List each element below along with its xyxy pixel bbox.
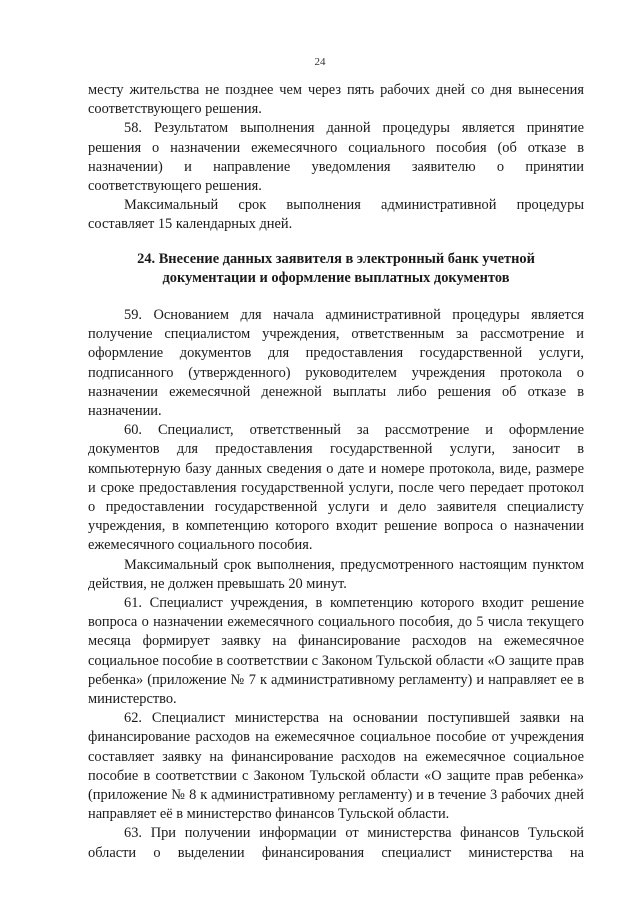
- paragraph-max-term-20-minutes: Максимальный срок выполнения, предусмотренного настоящим пунктом действия, не должен превышать 20 минут.: [88, 556, 584, 592]
- paragraph-continuation: месту жительства не позднее чем через пять рабочих дней со дня вынесения соответствующего решения.: [88, 82, 584, 118]
- paragraph-59: 59. Основанием для начала административной процедуры является получение специалистом учреждения, ответственным за рассмотрение и оформление документов для предоставления государственной услуги, подписанного (утвержденного) руководителем учреждения протокола о назначении ежемесячной денежной выплаты либо решения об отказе в назначении.: [88, 307, 584, 420]
- page-number: 24: [314, 56, 326, 68]
- section-heading-line-2: документации и оформление выплатных документов: [162, 270, 510, 287]
- paragraph-63: 63. При получении информации от министерства финансов Тульской области о выделении финансирования специалист министерства на: [88, 825, 584, 861]
- main-text-block: [88, 306, 584, 863]
- paragraph-max-term-15-days: Максимальный срок выполнения административной процедуры составляет 15 календарных дней.: [88, 197, 584, 233]
- paragraph-62: 62. Специалист министерства на основании поступившей заявки на финансирование расходов на ежемесячное социальное пособие от учреждения составляет заявку на финансирование расходов на ежемесячное социальное пособие в соответствии с Законом Тульской области «О защите прав ребенка» (приложение № 8 к административному регламенту) и в течение 3 рабочих дней направляет её в министерство финансов Тульской области.: [88, 710, 584, 823]
- section-heading-line-1: 24. Внесение данных заявителя в электронный банк учетной: [137, 251, 535, 267]
- paragraph-61: 61. Специалист учреждения, в компетенцию которого входит решение вопроса о назначении ежемесячного социального пособия, до 5 числа текущего месяца формирует заявку на финансирование расходов на ежемесячное социальное пособие в соответствии с Законом Тульской области «О защите прав ребенка» (приложение № 7 к административному регламенту) и направляет ее в министерство.: [88, 595, 584, 708]
- section-heading: [88, 250, 584, 288]
- top-text-block: [88, 81, 584, 235]
- paragraph-60: 60. Специалист, ответственный за рассмотрение и оформление документов для предоставления государственной услуги, заносит в компьютерную базу данных сведения о дате и номере протокола, виде, размере и сроке предоставления государственной услуги, после чего передает протокол о предоставлении государственной услуги и дело заявителя специалисту учреждения, в компетенцию которого входит решение вопроса о назначении ежемесячного социального пособия.: [88, 422, 584, 554]
- paragraph-58: 58. Результатом выполнения данной процедуры является принятие решения о назначении ежемесячного социального пособия (об отказе в назначении) и направление уведомления заявителю о принятии соответствующего решения.: [88, 120, 584, 195]
